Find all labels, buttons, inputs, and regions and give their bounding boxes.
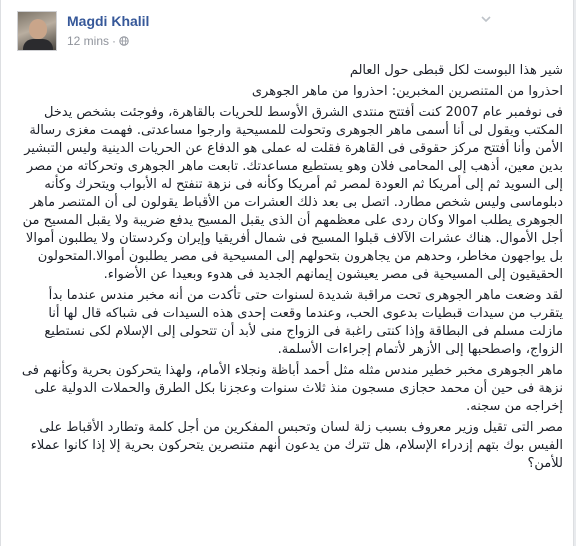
post-paragraph: ماهر الجوهرى مخبر خطير مندس مثله مثل أحمد أباظة ونجلاء الأمام، ولهذا يتحركون بحرية وكأنهم فى نزهة فى حين أن محمد حجازى مسجون منذ ثلاث سنوات وعجزنا بكل الطرق والحملات الدولية على إخراجه من سجنه. bbox=[21, 363, 563, 414]
post-paragraph: لقد وضعت ماهر الجوهرى تحت مراقبة شديدة لسنوات حتى تأكدت من أنه مخبر مندس عندما بدأ يتقرب من سيدات قبطيات بدعوى الحب، وعندما وقعت إحدى هذه السيدات فى شباكه قال لها أنا مازلت مسلم فى البطاقة وإذا كنتى راغبة فى الزواج منى لأبد أن تتحولى إلى الإسلام لكى نستطيع الزواج، واصطحبها إلى الأزهر لأتمام إجراءات الأسلمة. bbox=[44, 288, 563, 357]
post-paragraph: فى نوفمبر عام 2007 كنت أفتتح منتدى الشرق الأوسط للحريات بالقاهرة، وفوجئت بشخص يدخل المكتب ويقول لى أنا أسمى ماهر الجوهرى وتحولت للمسيحية وارجوا مساعدتى. فهمت مغزى رسالة الأمن وأنا أفتتح مركز حقوقى فى القاهرة فقلت له عملى هو الدفاع عن الحريات الدينية وليس التبشير بدين معين، أذهب إلى المحامى فلان وهو يستطيع مساعدتك. تابعت ماهر الجوهرى وتحركاته من مصر إلى السويد ثم إلى أمريكا ثم العودة لمصر ثم أمريكا وكأنه فى نزهة تنفتح له الأبواب ويتحرك وكأنه دبلوماسى وليس شخص مطارد. اتصل بى بعد ذلك العشرات من الأقباط يقولون لى أن المتنصر ماهر الجوهرى يطلب اموالا وكان ردى على معظمهم أن الذى يقبل المسيح يدفع ضريبة ولا يقبل المسيح من أجل الأموال. هناك عشرات الآلاف قبلوا المسيح فى شمال أفريقيا وإيران وكردستان ولا يطلبون أموالا بل يواجهون مخاطر، وحدهم من يجاهرون بتحولهم إلى المسيحية فى مصر يطلبون أموالا.المتحولون الحقيقيون إلى المسيحية فى مصر يعيشون إيمانهم الجديد فى هدوء وبعيدا عن الأضواء. bbox=[22, 105, 563, 282]
author-name-link[interactable]: Magdi Khalil bbox=[67, 13, 150, 29]
avatar-shirt bbox=[23, 39, 53, 51]
post-paragraph: مصر التى تقيل وزير معروف بسبب زلة لسان وتحبس المفكرين من أجل كلمة وتطارد الأقباط على الفيس بوك بتهم إزدراء الإسلام، هل تترك من يدعون أنهم متنصرين يتحركون بحرية إلا إذا كانوا عملاء للأمن؟ bbox=[30, 420, 563, 471]
author-avatar[interactable] bbox=[17, 11, 57, 51]
post-meta bbox=[67, 34, 129, 48]
globe-icon[interactable] bbox=[119, 36, 129, 46]
post-paragraph: احذروا من المتنصرين المخبرين: احذروا من ماهر الجوهرى bbox=[251, 84, 563, 99]
post-paragraph: شير هذا البوست لكل قبطى حول العالم bbox=[349, 63, 563, 78]
avatar-face bbox=[29, 19, 47, 39]
meta-separator: · bbox=[112, 34, 117, 48]
post-timestamp[interactable]: 12 mins bbox=[67, 34, 110, 48]
post-body bbox=[13, 62, 563, 476]
chevron-down-icon[interactable] bbox=[479, 12, 493, 26]
